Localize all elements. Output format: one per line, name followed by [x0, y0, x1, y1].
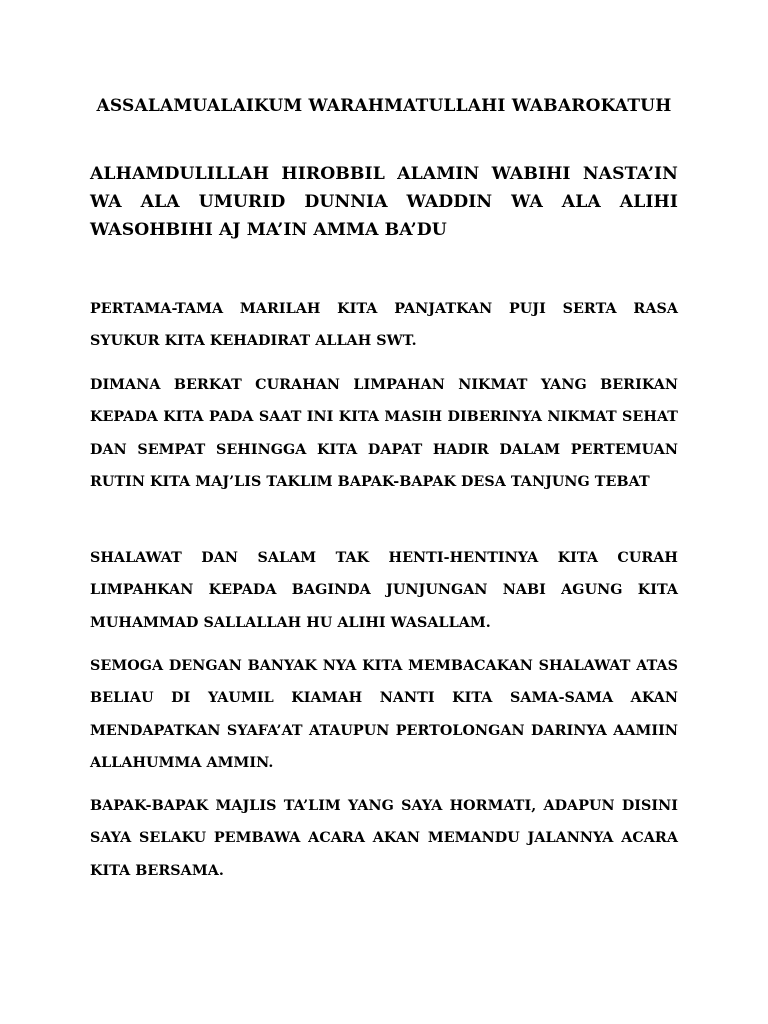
- paragraph-closing: BAPAK-BAPAK MAJLIS TA’LIM YANG SAYA HORMATI, ADAPUN DISINI SAYA SELAKU PEMBAWA ACARA AKAN MEMANDU JALANNYA ACARA KITA BERSAMA.: [90, 798, 678, 879]
- paragraph-gratitude: PERTAMA-TAMA MARILAH KITA PANJATKAN PUJI SERTA RASA SYUKUR KITA KEHADIRAT ALLAH SWT.: [90, 301, 678, 350]
- opening-greeting: ALHAMDULILLAH HIROBBIL ALAMIN WABIHI NASTA’IN WA ALA UMURID DUNNIA WADDIN WA ALA ALIHI WASOHBIHI AJ MA’IN AMMA BA’DU: [90, 164, 678, 240]
- document-title: ASSALAMUALAIKUM WARAHMATULLAHI WABAROKATUH: [96, 96, 672, 116]
- paragraph-blessing: DIMANA BERKAT CURAHAN LIMPAHAN NIKMAT YANG BERIKAN KEPADA KITA PADA SAAT INI KITA MASIH DIBERINYA NIKMAT SEHAT DAN SEMPAT SEHINGGA KITA DAPAT HADIR DALAM PERTEMUAN RUTIN KITA MAJ’LIS TAKLIM BAPAK-BAPAK DESA TANJUNG TEBAT: [90, 377, 678, 491]
- paragraph-shalawat: SHALAWAT DAN SALAM TAK HENTI-HENTINYA KITA CURAH LIMPAHKAN KEPADA BAGINDA JUNJUNGAN NABI AGUNG KITA MUHAMMAD SALLALLAH HU ALIHI WASALLAM.: [90, 550, 678, 631]
- paragraph-prayer: SEMOGA DENGAN BANYAK NYA KITA MEMBACAKAN SHALAWAT ATAS BELIAU DI YAUMIL KIAMAH NANTI KITA SAMA-SAMA AKAN MENDAPATKAN SYAFA’AT ATAUPUN PERTOLONGAN DARINYA AAMIIN ALLAHUMMA AMMIN.: [90, 658, 678, 772]
